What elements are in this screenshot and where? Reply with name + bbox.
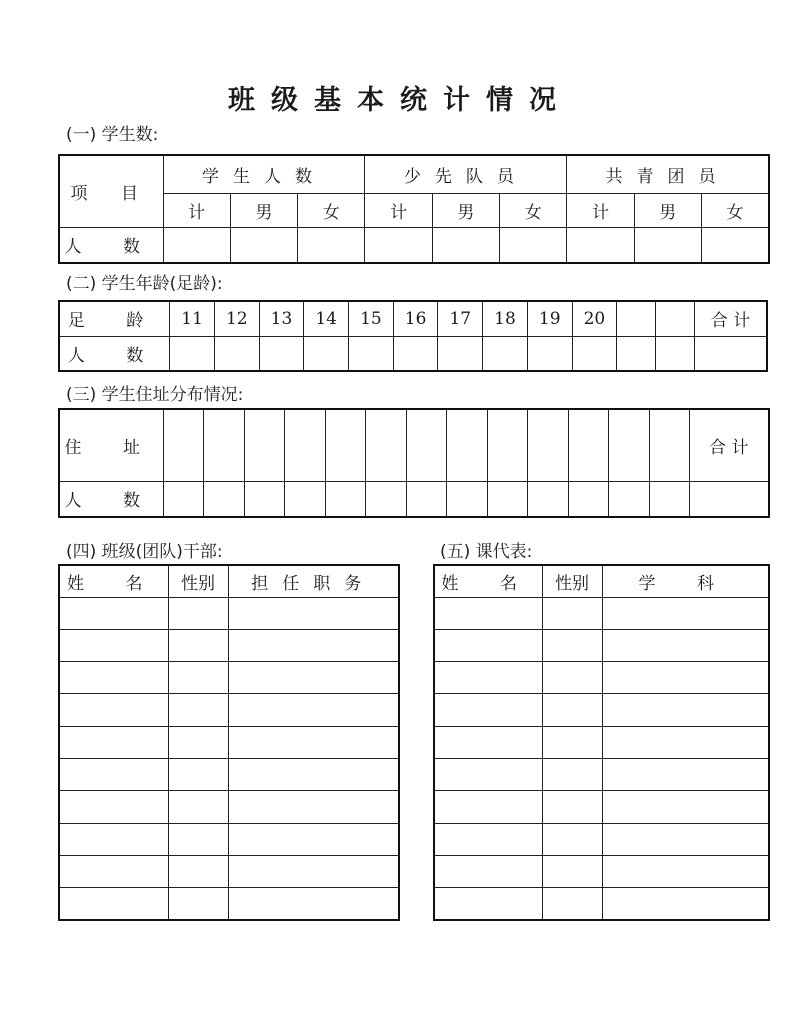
table-cell[interactable] [609, 481, 650, 517]
table-cell[interactable] [170, 336, 215, 371]
table-cell[interactable] [432, 227, 499, 263]
subheader-female: 女 [500, 193, 567, 227]
row-label-count: 人 数 [59, 227, 163, 263]
table-cell[interactable] [568, 409, 609, 481]
subheader-total: 计 [163, 193, 230, 227]
header-position: 担任职务 [228, 565, 399, 597]
header-gender: 性别 [542, 565, 602, 597]
table-cell[interactable] [163, 481, 204, 517]
age-cell[interactable] [617, 301, 656, 336]
table-cell[interactable] [168, 855, 228, 887]
table-cell[interactable] [59, 791, 168, 823]
table-cell[interactable] [325, 481, 366, 517]
subheader-male: 男 [634, 193, 701, 227]
table-cell[interactable] [168, 888, 228, 920]
table-cell[interactable] [542, 791, 602, 823]
table-cell[interactable] [528, 409, 569, 481]
table-cell[interactable] [365, 227, 432, 263]
table-cell[interactable] [168, 662, 228, 694]
table-cell[interactable] [228, 662, 399, 694]
age-cell: 12 [214, 301, 259, 336]
subheader-female: 女 [298, 193, 365, 227]
table-cell[interactable] [567, 227, 634, 263]
table-cell[interactable] [617, 336, 656, 371]
table-cell[interactable] [434, 855, 542, 887]
table-cell[interactable] [228, 597, 399, 629]
table-cell[interactable] [59, 662, 168, 694]
table-cell[interactable] [59, 888, 168, 920]
table-cell[interactable] [228, 694, 399, 726]
page-title: 班级基本统计情况 [228, 85, 572, 116]
section1-label: (一) 学生数: [66, 125, 159, 145]
table-cell[interactable] [168, 758, 228, 790]
header-gender: 性别 [168, 565, 228, 597]
table-cell[interactable] [228, 855, 399, 887]
table-cell[interactable] [602, 629, 769, 661]
row-label-count: 人 数 [59, 336, 170, 371]
table-cell[interactable] [168, 823, 228, 855]
table-cell[interactable] [393, 336, 438, 371]
table-cell[interactable] [602, 791, 769, 823]
table-cell[interactable] [602, 597, 769, 629]
table-cell[interactable] [168, 597, 228, 629]
table-cell[interactable] [649, 409, 690, 481]
table-cell[interactable] [602, 694, 769, 726]
table-cell[interactable] [59, 758, 168, 790]
table-cell[interactable] [228, 791, 399, 823]
age-cell: 19 [527, 301, 572, 336]
total-label: 合 计 [690, 409, 769, 481]
table-cell[interactable] [568, 481, 609, 517]
table-cell[interactable] [168, 629, 228, 661]
table-cell[interactable] [163, 409, 204, 481]
group-header-students: 学生人数 [163, 155, 365, 193]
table-cell[interactable] [59, 597, 168, 629]
table-cell[interactable] [163, 227, 230, 263]
table-cell[interactable] [204, 481, 245, 517]
table-cell[interactable] [572, 336, 617, 371]
table-cell[interactable] [434, 597, 542, 629]
age-cell[interactable] [656, 301, 695, 336]
total-label: 合 计 [694, 301, 767, 336]
table-cell[interactable] [602, 662, 769, 694]
table-cell[interactable] [487, 481, 528, 517]
table-cell[interactable] [542, 629, 602, 661]
age-cell: 15 [349, 301, 394, 336]
table-cell[interactable] [602, 726, 769, 758]
table-cell[interactable] [244, 409, 285, 481]
table-cell[interactable] [542, 597, 602, 629]
table-cell[interactable] [304, 336, 349, 371]
table-cell[interactable] [366, 409, 407, 481]
table-cell[interactable] [59, 855, 168, 887]
row-label-address: 住 址 [59, 409, 163, 481]
age-cell: 11 [170, 301, 215, 336]
subheader-total: 计 [365, 193, 432, 227]
table-cell[interactable] [542, 662, 602, 694]
table-cell[interactable] [204, 409, 245, 481]
table-cell[interactable] [434, 758, 542, 790]
age-cell: 13 [259, 301, 304, 336]
class-cadre-table [58, 564, 400, 921]
table-cell[interactable] [634, 227, 701, 263]
subheader-total: 计 [567, 193, 634, 227]
table-cell[interactable] [434, 662, 542, 694]
table-cell[interactable] [542, 888, 602, 920]
table-cell[interactable] [244, 481, 285, 517]
table-cell[interactable] [406, 409, 447, 481]
age-cell: 20 [572, 301, 617, 336]
age-cell: 16 [393, 301, 438, 336]
table-cell[interactable] [434, 629, 542, 661]
table-cell[interactable] [602, 758, 769, 790]
table-cell[interactable] [542, 855, 602, 887]
table-cell[interactable] [602, 855, 769, 887]
table-cell[interactable] [434, 694, 542, 726]
table-cell[interactable] [542, 758, 602, 790]
table-cell[interactable] [609, 409, 650, 481]
subheader-female: 女 [701, 193, 768, 227]
table-cell[interactable] [230, 227, 297, 263]
table-cell[interactable] [447, 409, 488, 481]
table-cell[interactable] [434, 791, 542, 823]
student-address-table [58, 408, 770, 518]
table-cell[interactable] [214, 336, 259, 371]
table-cell[interactable] [59, 694, 168, 726]
subheader-male: 男 [230, 193, 297, 227]
header-name: 姓 名 [434, 565, 542, 597]
table-cell[interactable] [438, 336, 483, 371]
table-cell[interactable] [649, 481, 690, 517]
table-cell[interactable] [228, 629, 399, 661]
table-cell[interactable] [434, 726, 542, 758]
table-cell[interactable] [542, 726, 602, 758]
table-cell[interactable] [366, 481, 407, 517]
table-cell[interactable] [325, 409, 366, 481]
table-cell[interactable] [228, 758, 399, 790]
header-name: 姓 名 [59, 565, 168, 597]
table-cell[interactable] [59, 726, 168, 758]
table-cell[interactable] [542, 823, 602, 855]
table-cell[interactable] [228, 823, 399, 855]
age-cell: 17 [438, 301, 483, 336]
row-label-count: 人 数 [59, 481, 163, 517]
header-subject: 学 科 [602, 565, 769, 597]
table-cell[interactable] [285, 481, 326, 517]
table-cell[interactable] [656, 336, 695, 371]
table-cell[interactable] [602, 888, 769, 920]
table-cell[interactable] [168, 726, 228, 758]
item-header: 项 目 [59, 155, 163, 227]
table-cell[interactable] [59, 629, 168, 661]
table-cell[interactable] [59, 823, 168, 855]
table-cell[interactable] [285, 409, 326, 481]
table-cell[interactable] [527, 336, 572, 371]
table-cell[interactable] [349, 336, 394, 371]
row-label-age: 足 龄 [59, 301, 170, 336]
table-cell[interactable] [228, 888, 399, 920]
table-cell[interactable] [487, 409, 528, 481]
table-cell[interactable] [690, 481, 769, 517]
subheader-male: 男 [432, 193, 499, 227]
student-age-table [58, 300, 768, 372]
table-cell[interactable] [298, 227, 365, 263]
group-header-young-pioneers: 少先队员 [365, 155, 567, 193]
table-cell[interactable] [542, 694, 602, 726]
table-cell[interactable] [434, 823, 542, 855]
group-header-youth-league: 共青团员 [567, 155, 769, 193]
table-cell[interactable] [701, 227, 768, 263]
table-cell[interactable] [434, 888, 542, 920]
table-cell[interactable] [483, 336, 528, 371]
table-cell[interactable] [168, 791, 228, 823]
age-cell: 14 [304, 301, 349, 336]
section2-label: (二) 学生年龄(足龄): [66, 274, 223, 294]
table-cell[interactable] [602, 823, 769, 855]
table-cell[interactable] [406, 481, 447, 517]
student-count-table [58, 154, 770, 264]
table-cell[interactable] [259, 336, 304, 371]
table-cell[interactable] [168, 694, 228, 726]
table-cell[interactable] [447, 481, 488, 517]
section4-label: (四) 班级(团队)干部: [66, 542, 223, 562]
age-cell: 18 [483, 301, 528, 336]
table-cell[interactable] [228, 726, 399, 758]
section5-label: (五) 课代表: [440, 542, 533, 562]
section3-label: (三) 学生住址分布情况: [66, 385, 244, 405]
table-cell[interactable] [500, 227, 567, 263]
table-cell[interactable] [694, 336, 767, 371]
table-cell[interactable] [528, 481, 569, 517]
class-representative-table [433, 564, 770, 921]
